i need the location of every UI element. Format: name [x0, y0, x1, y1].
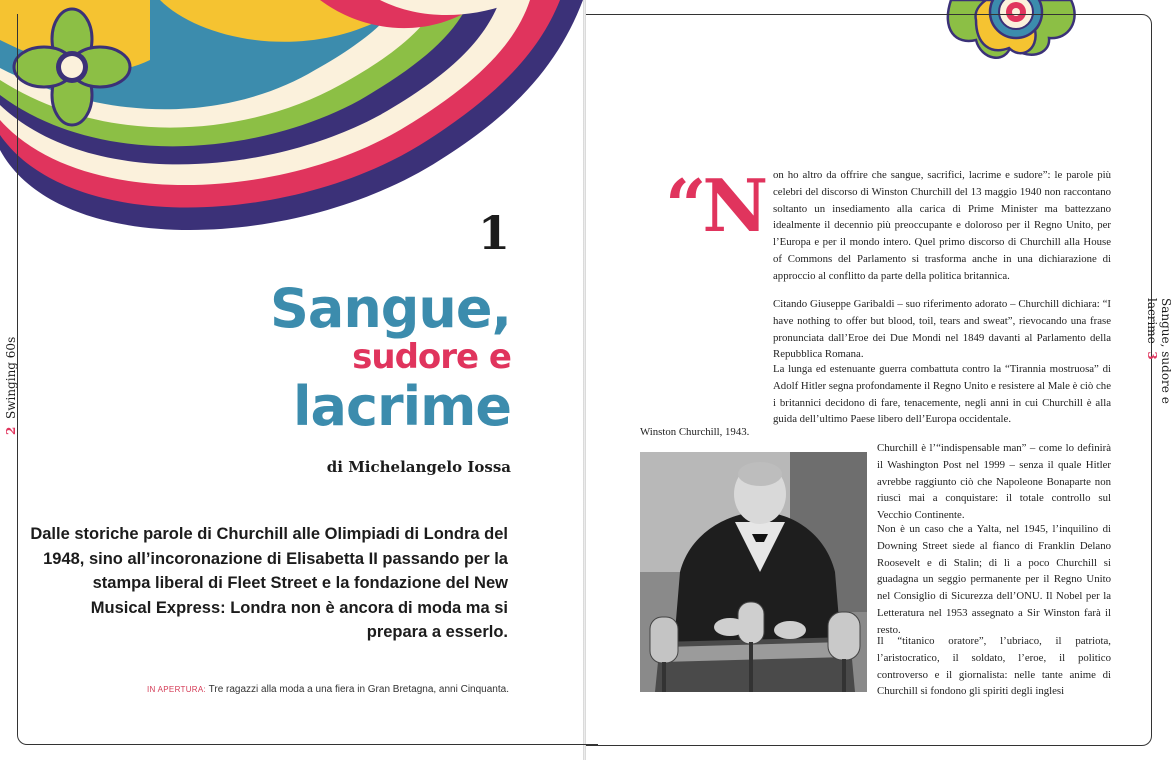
drop-cap: “N — [665, 163, 765, 248]
section-label-right: Sangue, sudore e lacrime — [1145, 298, 1173, 404]
lead-paragraph: Dalle storiche parole di Churchill alle Olimpiadi di Londra del 1948, sino all’incoronazione di Elisabetta II passando per la stampa liberal di Fleet Street e la fondazione del New Musical Express: Londra non è ancora di moda ma si prepara a esserlo. — [30, 525, 508, 641]
page-number-right: 3 — [1145, 351, 1159, 360]
churchill-photo — [640, 452, 867, 692]
page-number-left: 2 — [4, 426, 18, 435]
left-page-frame — [17, 14, 598, 745]
body-paragraph: Citando Giuseppe Garibaldi – suo riferimento adorato – Churchill dichiara: “I have nothing to offer but blood, toil, tears and sweat”, rievocando una frase pronunciata dall’Eroe dei Due Mondi nel 1849 davanti al Parlamento della Repubblica Romana. — [773, 298, 1111, 361]
body-paragraph: Churchill è l’“indispensable man” – come lo definirà il Washington Post nel 1999 – senza il quale Hitler avrebbe raggiunto ciò che Napoleone Bonaparte non riuscì mai a conquistare: il totale controllo sul Vecchio Continente. — [877, 442, 1111, 522]
section-label-left: Swinging 60s — [4, 336, 18, 419]
chapter-number: 1 — [478, 206, 511, 260]
credit-label: IN APERTURA: — [146, 685, 207, 694]
running-head-left — [4, 325, 18, 435]
body-paragraph: Il “titanico oratore”, l’ubriaco, il patriota, l’aristocratico, il soldato, l’eroe, il politico controverso e il giornalista: nelle tante anime di Churchill si fondono gli spiriti degli inglesi — [877, 635, 1111, 698]
body-paragraph: La lunga ed estenuante guerra combattuta contro la “Tirannia mostruosa” di Adolf Hitler segna profondamente il Regno Unito e resistere al Male è ciò che i britannici decidono di fare, tenacemente, negli anni in cui Churchill è alla guida dell’ultimo Paese libero dell’Europa occidentale. — [773, 363, 1111, 426]
body-paragraph: on ho altro da offrire che sangue, sacrifici, lacrime e sudore”: le parole più celebri del discorso di Winston Churchill del 13 maggio 1940 non raccontano soltanto un insediamento alla carica di Prime Minister ma battezzano idealmente il decennio più preoccupante e doloroso per il Regno Unito, per l’Europa e per il mondo intero. Quel primo discorso di Churchill alla House of Commons del Parlamento si trasforma anche in una dichiarazione di approccio al conflitto da parte della politica britannica. — [773, 169, 1111, 282]
title-line-1: Sangue, — [269, 277, 511, 340]
body-paragraph: Non è un caso che a Yalta, nel 1945, l’inquilino di Downing Street siede al fianco di Franklin Delano Roosevelt e di Stalin; di lì a poco Churchill si guadagna un seggio permanente per il Regno Unito nel Consiglio di Sicurezza dell’ONU. Il Nobel per la Letteratura nel 1953 assegnato a Sir Winston farà il resto. — [877, 523, 1111, 636]
title-line-3: lacrime — [293, 375, 511, 438]
title-line-2: sudore e — [352, 337, 511, 377]
running-head-right — [1145, 298, 1173, 448]
author-byline: di Michelangelo Iossa — [326, 458, 511, 476]
photo-caption: Winston Churchill, 1943. — [640, 426, 750, 438]
credit-text: Tre ragazzi alla moda a una fiera in Gran Bretagna, anni Cinquanta. — [208, 684, 509, 695]
